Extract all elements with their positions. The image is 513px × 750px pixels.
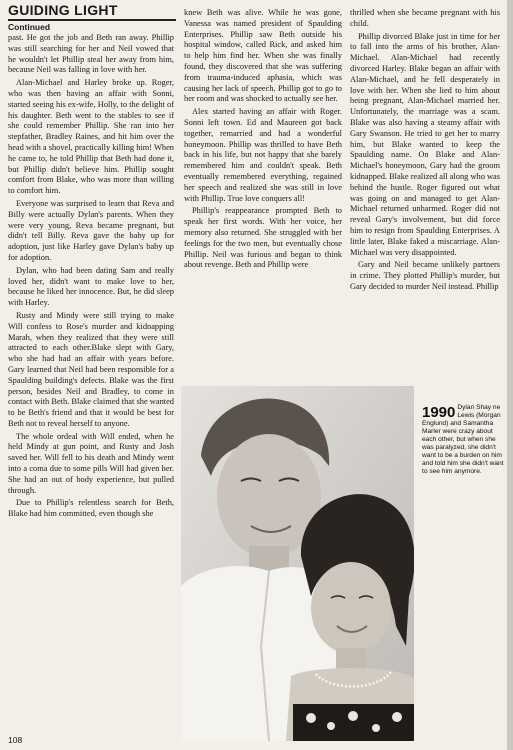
text-column-3 (350, 8, 500, 392)
page-number: 108 (8, 735, 23, 745)
section-subtitle: Continued (8, 22, 51, 32)
paragraph: Due to Phillip's relentless search for Beth, Blake had him committed, even though she (8, 498, 174, 519)
cast-photo (181, 386, 414, 741)
text-column-2 (184, 8, 342, 376)
paragraph: Phillip's reappearance prompted Beth to speak her first words. With her voice, her memory also returned. She struggled with her feelings for the two men, but eventually chose Phillip. Neil was furious and began to think about revenge. Beth and Phillip were (184, 206, 342, 270)
text-column-1 (8, 33, 174, 721)
paragraph: Dylan, who had been dating Sam and really loved her, didn't want to make love to her, because he liked her innocence. But, he did sleep with Harley. (8, 265, 174, 308)
paragraph: The whole ordeal with Will ended, when he held Mindy at gun point, and Rusty and Josh saved her. Will fell to his death and Mindy went into a coma due to some pills Will had given her. She had an out of body experience, but pulled through. (8, 431, 174, 495)
paragraph: Alan-Michael and Harley broke up. Roger, who was then having an affair with Sonni, started seeing his ex-wife, Holly, to the delight of his daughter. Beth went to the stables to see if she could remember Phillip. She ran into her stepfather, Bradley Raines, and hit him over the head with a shovel, practically killing him! When he came to, he told Phillip that Beth had done it, but Phillip didn't believe him. Phillip sought comfort from Blake, who was more than willing to comfort him. (8, 78, 174, 196)
caption-year: 1990 (422, 404, 456, 421)
paragraph: Everyone was surprised to learn that Reva and Billy were actually Dylan's parents. When they were very young, Reva became pregnant, but didn't tell Billy. Reva gave the baby up for adoption, just like Harley gave Dylan's baby up for adoption. (8, 198, 174, 262)
photo-caption (422, 404, 504, 476)
paragraph: thrilled when she became pregnant with his child. (350, 8, 500, 28)
paragraph: Alex started having an affair with Roger. Sonni left town. Ed and Maureen got back together, remarried and had a wonderful honeymoon. Phillip was thrilled to have Beth back in his life, but not happy that she barely remembered him and couldn't speak. Beth eventually remembered everything, regained her speech and realized she was still in love with Phillip. True love conquers all! (184, 107, 342, 203)
page-edge (507, 0, 513, 750)
paragraph: Gary and Neil became unlikely partners in crime. They plotted Phillip's murder, but Gary decided to murder Neil instead. Phillip (350, 260, 500, 291)
caption-text: Dylan Shay ne Lewis (Morgan Englund) and Samantha Marler were crazy about each other, but when she was paralyzed, she didn't want to be a burden on him and told him she didn't want to see him anymore. (422, 404, 504, 475)
paragraph: Phillip divorced Blake just in time for her to fall into the arms of his brother, Alan-Michael. Alan-Michael had recently divorced Harley. Blake began an affair with Alan-Michael, and he fell desperately in love with her. When she lied to him about being pregnant, Alan-Michael married her. Unfortunately, the marriage was a scam. Blake was also having a steamy affair with Gary Swanson. He tried to get her to marry him, but Blake wanted to keep the Spaulding name. On Blake and Alan-Michael's honeymoon, Gary had the groom kidnapped. Blake realized all along who was behind the hustle. Roger figured out what was going on and managed to get Alan-Michael returned unharmed. Roger did not reveal Gary's involvement, but did force him to resign from Spaulding Enterprises. A little later, Blake faked a miscarriage. Alan-Michael was very disappointed. (350, 31, 500, 257)
paragraph: past. He got the job and Beth ran away. Phillip was still searching for her and Neil vowed that he wouldn't let Phillip steal her away from him, because Neil was falling in love with her. (8, 33, 174, 75)
paragraph: knew Beth was alive. While he was gone, Vanessa was named president of Spaulding Enterprises. Phillip saw Beth outside his hospital window, called Rick, and asked him to help him find her. When she was finally found, they discovered that she was suffering from trauma-induced aphasia, which was causing her lack of speech. Phillip got to go to her room and was shocked to actually see her. (184, 8, 342, 104)
section-title: GUIDING LIGHT (8, 2, 176, 21)
paragraph: Rusty and Mindy were still trying to make Will confess to Rose's murder and kidnapping Marah, when they realized that they were still attracted to each other.Blake slept with Gary, who she had had an affair with years before. Gary learned that Neil had been responsible for a Spaulding building's defects. Blake was the first person, besides Neil and Bradley, to come in contact with Beth. Blake claimed that she wanted to be Beth's friend and that it would be best for Beth not to reveal herself to anyone. (8, 310, 174, 428)
section-header (8, 2, 176, 32)
photo-illustration (181, 386, 414, 741)
